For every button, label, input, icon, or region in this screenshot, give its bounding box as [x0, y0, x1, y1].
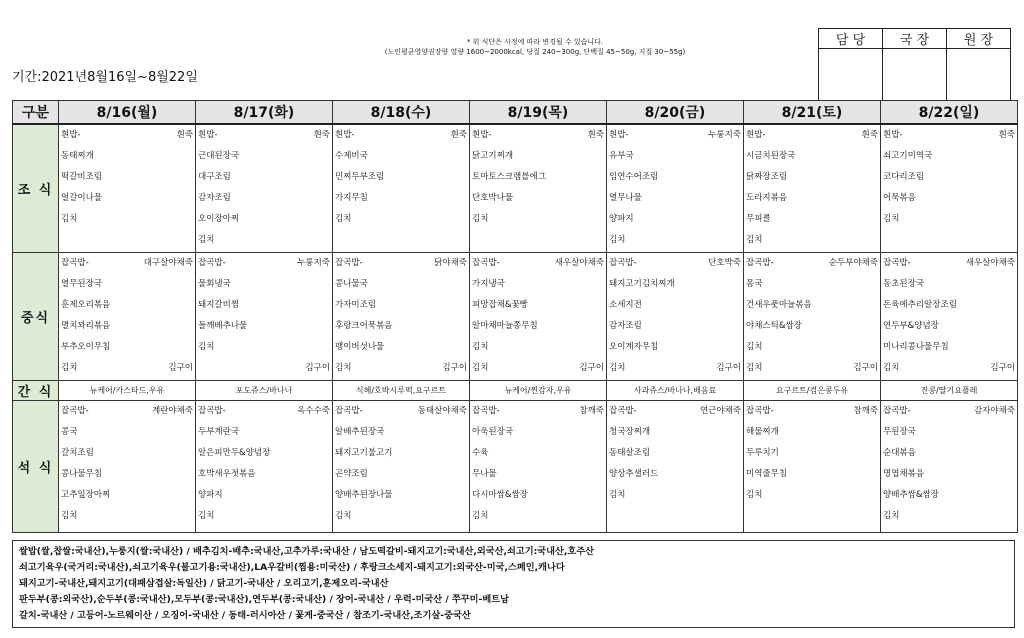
menu-item: 가자미조림	[335, 299, 377, 310]
menu-item: 흰밥-	[609, 130, 629, 140]
menu-item: 잡곡밥-	[883, 257, 911, 268]
menu-cell	[59, 124, 196, 252]
menu-item-pair	[744, 401, 880, 422]
menu-item: 열무된장국	[61, 278, 103, 289]
menu-item: 감자조림	[609, 320, 642, 331]
snack-cell: 식혜/호박시루떡,요구르트	[333, 380, 470, 400]
origin-notice	[12, 540, 1015, 628]
menu-item: 김치	[883, 214, 900, 224]
menu-item: 두부계란국	[198, 426, 240, 437]
approval-header-director: 국 장	[883, 29, 947, 49]
menu-item-side: 계란야채죽	[151, 405, 193, 416]
snack-cell: 뉴케어/카스타드,우유	[59, 380, 196, 400]
approval-box	[818, 28, 1011, 106]
menu-item-pair	[196, 125, 332, 146]
menu-item: 잡곡밥-	[883, 405, 911, 416]
menu-item: 명엽채볶음	[883, 468, 925, 479]
day-header: 8/20(금)	[607, 101, 744, 125]
menu-item: 미나리콩나물무침	[883, 341, 949, 352]
origin-line: 돼지고기-국내산,돼지고기(대패삼겹살:독일산) / 닭고기-국내산 / 오리고기,훈제오리-국내산	[19, 578, 389, 589]
menu-item: 잡곡밥-	[335, 257, 363, 268]
menu-cell	[744, 252, 881, 380]
menu-item: 김치	[746, 362, 763, 373]
menu-item-side: 감자야채죽	[973, 405, 1015, 416]
menu-item: 잡곡밥-	[472, 257, 500, 268]
menu-item: 토마토스크램블에그	[472, 172, 546, 182]
menu-item-pair	[470, 125, 606, 146]
menu-item: 시금치된장국	[746, 151, 796, 161]
menu-cell	[333, 252, 470, 380]
menu-item-side: 순두부야채죽	[828, 257, 878, 268]
menu-item: 물회냉국	[198, 278, 231, 289]
menu-item: 김치	[472, 214, 489, 224]
menu-item-pair	[333, 401, 469, 422]
notice-line-2: (노인평균영양권장량 열량 1600~2000kcal, 당질 240~300g, 단백질 45~50g, 지질 30~55g)	[384, 48, 686, 56]
menu-item-side: 참깨죽	[579, 405, 604, 416]
menu-item-side: 흰죽	[176, 130, 193, 140]
menu-item-side: 연근야채죽	[699, 405, 741, 416]
menu-item-side: 김구이	[442, 362, 467, 373]
origin-line: 쌀밥(쌀,찹쌀:국내산),누룽지(쌀:국내산) / 배추김치-배추:국내산,고추가루:국내산 / 남도떡갈비-돼지고기:국내산,외국산,쇠고기:국내산,호주산	[19, 546, 595, 557]
menu-item-pair	[59, 401, 195, 422]
menu-item: 열무나물	[609, 193, 642, 203]
menu-item-pair	[881, 253, 1017, 274]
menu-item: 닭짜장조림	[746, 172, 788, 182]
menu-item: 멸치꽈리볶음	[61, 320, 111, 331]
menu-item-pair	[744, 358, 880, 379]
menu-item-side: 대구살야채죽	[143, 257, 193, 268]
menu-cell	[59, 252, 196, 380]
snack-cell: 요구르트/검은콩두유	[744, 380, 881, 400]
menu-item-pair	[607, 253, 743, 274]
menu-cell	[607, 124, 744, 252]
menu-item: 두루치기	[746, 447, 779, 458]
menu-item: 동초된장국	[883, 278, 925, 289]
menu-item-side: 누룽지죽	[708, 130, 741, 140]
menu-item: 민찌두부조림	[335, 172, 385, 182]
menu-item: 돼지고기김치찌개	[609, 278, 675, 289]
menu-item: 갈치조림	[61, 447, 94, 458]
menu-item-pair	[196, 358, 332, 379]
header-label: 구분	[13, 101, 59, 125]
menu-item: 코다리조림	[883, 172, 925, 182]
menu-cell	[881, 400, 1018, 532]
menu-item: 몸국	[746, 278, 763, 289]
menu-item: 오이계자무침	[609, 341, 659, 352]
menu-item: 어묵볶음	[883, 193, 916, 203]
menu-item: 김치	[746, 235, 763, 245]
menu-item-side: 누룽지죽	[297, 257, 330, 268]
menu-cell	[881, 252, 1018, 380]
menu-item: 양배추된장나물	[335, 489, 393, 500]
menu-item: 대구조림	[198, 172, 231, 182]
menu-item: 김치	[609, 489, 626, 500]
menu-item-pair	[196, 253, 332, 274]
menu-item: 떡갈비조림	[61, 172, 103, 182]
menu-item-side: 김구이	[305, 362, 330, 373]
menu-item-pair	[470, 401, 606, 422]
menu-item: 김치	[472, 341, 489, 352]
menu-item: 김치	[883, 510, 900, 521]
menu-item: 팽이버섯나물	[335, 341, 385, 352]
menu-item: 양배추쌈&쌈장	[883, 489, 939, 500]
menu-item: 알은피만두&양념장	[198, 447, 271, 458]
snack-cell: 포도쥬스/바나나	[196, 380, 333, 400]
menu-item-side: 참깨죽	[853, 405, 878, 416]
menu-item: 잡곡밥-	[472, 405, 500, 416]
meal-row-snack	[13, 380, 1018, 400]
menu-item: 돈육메추리알장조림	[883, 299, 957, 310]
menu-item: 양상추샐러드	[609, 468, 659, 479]
menu-item-pair	[607, 125, 743, 146]
menu-item: 연두부&양념장	[883, 320, 939, 331]
menu-item: 들깨배추나물	[198, 320, 248, 331]
menu-cell	[607, 252, 744, 380]
menu-item: 돼지고기불고기	[335, 447, 393, 458]
approval-header-head: 원 장	[947, 29, 1011, 49]
menu-item-pair	[607, 401, 743, 422]
menu-item: 가지냉국	[472, 278, 505, 289]
menu-item: 김치	[609, 362, 626, 373]
menu-item: 김치	[335, 362, 352, 373]
menu-item: 김치	[746, 489, 763, 500]
menu-item-side: 단호박죽	[708, 257, 741, 268]
menu-cell	[196, 400, 333, 532]
menu-item-pair	[196, 401, 332, 422]
origin-line: 판두부(콩:외국산),순두부(콩:국내산),모두부(콩:국내산),연두부(콩:국내산) / 장어-국내산 / 우럭-미국산 / 쭈꾸미-베트남	[19, 594, 509, 605]
menu-item: 고추잎장아찌	[61, 489, 111, 500]
menu-item: 순대볶음	[883, 447, 916, 458]
menu-item-pair	[881, 401, 1017, 422]
approval-header-staff: 담 당	[819, 29, 883, 49]
meal-label: 간 식	[13, 380, 59, 400]
menu-item-pair	[881, 125, 1017, 146]
menu-item: 가지무침	[335, 193, 368, 203]
menu-cell	[470, 400, 607, 532]
menu-item: 훈제오리볶음	[61, 299, 111, 310]
menu-cell	[744, 400, 881, 532]
menu-item: 해물찌개	[746, 426, 779, 437]
menu-item: 김치	[61, 362, 78, 373]
menu-item-pair	[59, 253, 195, 274]
menu-item-pair	[607, 358, 743, 379]
menu-item-side: 새우살야채죽	[965, 257, 1015, 268]
menu-item-pair	[744, 253, 880, 274]
menu-item-side: 김구이	[990, 362, 1015, 373]
menu-item: 수육	[472, 447, 489, 458]
menu-item: 김치	[472, 362, 489, 373]
menu-item: 흰밥-	[472, 130, 492, 140]
menu-item: 곤약조림	[335, 468, 368, 479]
day-header: 8/19(목)	[470, 101, 607, 125]
origin-line: 갈치-국내산 / 고등어-노르웨이산 / 오징어-국내산 / 동태-러시아산 / 꽃게-중국산 / 참조기-국내산,조기살-중국산	[19, 610, 471, 621]
menu-item: 김치	[883, 362, 900, 373]
menu-item: 호박새우젓볶음	[198, 468, 256, 479]
menu-item: 김치	[335, 510, 352, 521]
period-text: 기간:2021년8월16일~8월22일	[12, 70, 198, 85]
menu-item-side: 옥수수죽	[297, 405, 330, 416]
menu-item: 동태살조림	[609, 447, 651, 458]
menu-item: 도라지볶음	[746, 193, 788, 203]
meal-label: 조 식	[13, 124, 59, 252]
day-header: 8/18(수)	[333, 101, 470, 125]
menu-cell	[470, 124, 607, 252]
menu-item: 미역줄무침	[746, 468, 788, 479]
menu-item: 돼지갈비찜	[198, 299, 240, 310]
menu-item: 김치	[198, 235, 215, 245]
menu-item: 건새우풋마늘볶음	[746, 299, 812, 310]
menu-item-side: 닭야채죽	[434, 257, 467, 268]
menu-item: 흰밥-	[335, 130, 355, 140]
menu-item: 피망잡채&꽃빵	[472, 299, 528, 310]
menu-item: 알마채마늘쫑무침	[472, 320, 538, 331]
menu-item: 유부국	[609, 151, 634, 161]
meal-row-dinner	[13, 400, 1018, 532]
menu-item: 후랑크어묵볶음	[335, 320, 393, 331]
snack-cell: 사과쥬스/바나나,배음료	[607, 380, 744, 400]
menu-item-side: 김구이	[168, 362, 193, 373]
snack-cell: 뉴케어/찐감자,우유	[470, 380, 607, 400]
menu-item: 콩나물국	[335, 278, 368, 289]
menu-cell	[881, 124, 1018, 252]
menu-item-pair	[470, 358, 606, 379]
menu-cell	[744, 124, 881, 252]
menu-item: 콩국	[61, 426, 78, 437]
menu-item: 잡곡밥-	[746, 257, 774, 268]
menu-item: 흰밥-	[746, 130, 766, 140]
menu-item: 동태찌개	[61, 151, 94, 161]
menu-item: 감자조림	[198, 193, 231, 203]
menu-item: 잡곡밥-	[609, 257, 637, 268]
menu-item: 잡곡밥-	[609, 405, 637, 416]
menu-item: 콩나물무침	[61, 468, 103, 479]
menu-item: 흰밥-	[198, 130, 218, 140]
meal-label: 석 식	[13, 400, 59, 532]
menu-item: 잡곡밥-	[198, 405, 226, 416]
menu-cell	[196, 124, 333, 252]
day-header: 8/17(화)	[196, 101, 333, 125]
menu-item: 김치	[198, 510, 215, 521]
day-header: 8/22(일)	[881, 101, 1018, 125]
menu-item: 닭고기찌개	[472, 151, 514, 161]
menu-item: 양파지	[609, 214, 634, 224]
menu-item: 김치	[61, 214, 78, 224]
menu-cell	[196, 252, 333, 380]
menu-item: 잡곡밥-	[335, 405, 363, 416]
menu-item-pair	[333, 253, 469, 274]
menu-item: 얼갈이나물	[61, 193, 103, 203]
menu-item: 김치	[746, 341, 763, 352]
menu-item-side: 김구이	[579, 362, 604, 373]
menu-item-pair	[59, 125, 195, 146]
menu-item-side: 흰죽	[313, 130, 330, 140]
menu-cell	[333, 124, 470, 252]
menu-item: 김치	[472, 510, 489, 521]
menu-item: 야채스틱&쌈장	[746, 320, 802, 331]
menu-item: 아욱된장국	[472, 426, 514, 437]
menu-item: 단호박나물	[472, 193, 514, 203]
menu-item: 무피클	[746, 214, 771, 224]
menu-item-side: 흰죽	[998, 130, 1015, 140]
menu-item-side: 김구이	[716, 362, 741, 373]
menu-item: 흰밥-	[61, 130, 81, 140]
weekly-menu-table	[12, 100, 1018, 533]
menu-item-side: 흰죽	[861, 130, 878, 140]
notice-line-1: * 위 식단은 사정에 따라 변경될 수 있습니다.	[466, 38, 604, 46]
menu-item-pair	[333, 125, 469, 146]
menu-item-pair	[881, 358, 1017, 379]
menu-item-side: 흰죽	[450, 130, 467, 140]
menu-item: 수제비국	[335, 151, 368, 161]
meal-row-lunch	[13, 252, 1018, 380]
menu-item-pair	[470, 253, 606, 274]
menu-item: 잡곡밥-	[61, 405, 89, 416]
menu-item: 청국장찌개	[609, 426, 651, 437]
menu-item: 근대된장국	[198, 151, 240, 161]
menu-item: 잡곡밥-	[746, 405, 774, 416]
menu-item: 알배추된장국	[335, 426, 385, 437]
menu-item: 잡곡밥-	[61, 257, 89, 268]
menu-item-pair	[59, 358, 195, 379]
notice	[350, 37, 720, 57]
menu-item: 흰밥-	[883, 130, 903, 140]
menu-item: 무된장국	[883, 426, 916, 437]
approval-sign-staff[interactable]	[819, 49, 883, 106]
menu-item: 김치	[609, 235, 626, 245]
menu-item-side: 새우살야채죽	[554, 257, 604, 268]
menu-item: 소세지전	[609, 299, 642, 310]
menu-cell	[59, 400, 196, 532]
menu-header-row	[13, 101, 1018, 125]
menu-item-pair	[744, 125, 880, 146]
menu-item: 임연수어조림	[609, 172, 659, 182]
menu-item-side: 흰죽	[587, 130, 604, 140]
origin-line: 쇠고기육우(국거리:국내산),쇠고기육우(불고기용:국내산),LA우갈비(찜용:미국산) / 후랑크소세지-돼지고기:외국산-미국,스페인,캐나다	[19, 562, 565, 573]
snack-cell: 진콩/딸기요플레	[881, 380, 1018, 400]
menu-item: 쇠고기미역국	[883, 151, 933, 161]
menu-item: 김치	[198, 341, 215, 352]
day-header: 8/21(토)	[744, 101, 881, 125]
menu-item: 김치	[335, 214, 352, 224]
menu-item: 잡곡밥-	[198, 257, 226, 268]
menu-item: 다시마쌈&쌈장	[472, 489, 528, 500]
menu-item: 김치	[61, 510, 78, 521]
menu-item-side: 동태살야채죽	[417, 405, 467, 416]
menu-item: 양파지	[198, 489, 223, 500]
menu-item: 오이장아찌	[198, 214, 240, 224]
menu-item-side: 김구이	[853, 362, 878, 373]
menu-item: 부추오이무침	[61, 341, 111, 352]
day-header: 8/16(월)	[59, 101, 196, 125]
approval-sign-head[interactable]	[947, 49, 1011, 106]
menu-item: 무나물	[472, 468, 497, 479]
menu-cell	[470, 252, 607, 380]
approval-sign-director[interactable]	[883, 49, 947, 106]
menu-cell	[607, 400, 744, 532]
meal-row-breakfast	[13, 124, 1018, 252]
menu-cell	[333, 400, 470, 532]
menu-item-pair	[333, 358, 469, 379]
meal-label: 중식	[13, 252, 59, 380]
